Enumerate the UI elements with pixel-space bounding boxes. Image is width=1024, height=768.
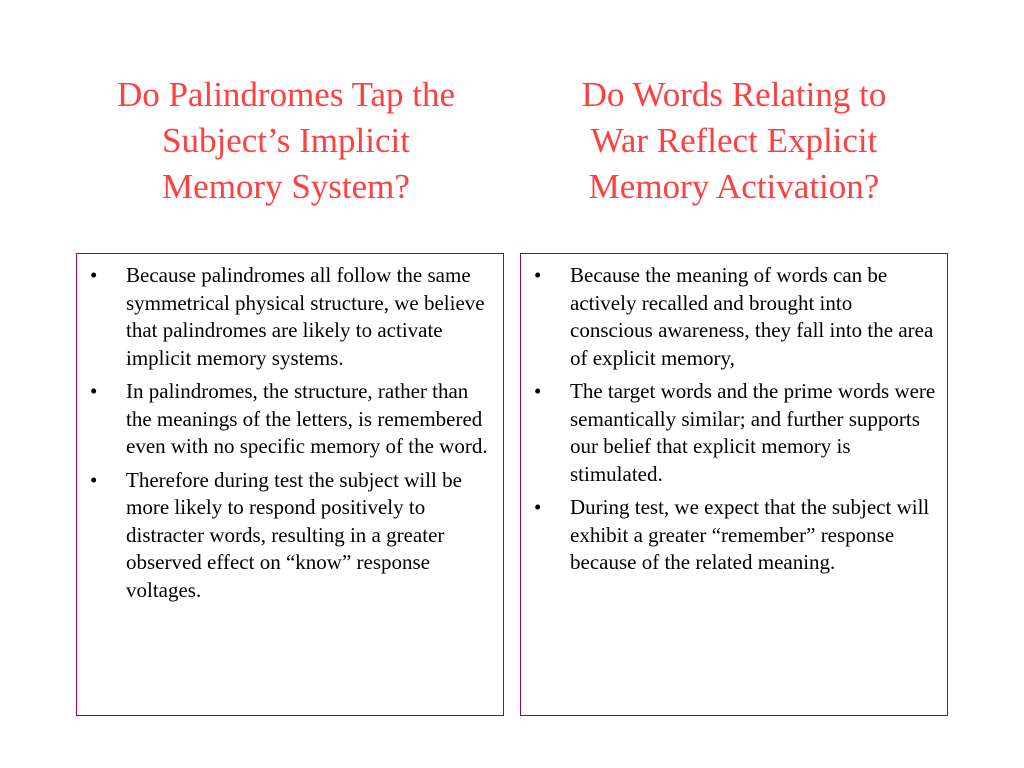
bullet-text: Because the meaning of words can be actively recalled and brought into conscious awareness, they fall into the area of explicit memory, [570,263,934,370]
bullet-text: Because palindromes all follow the same symmetrical physical structure, we believe that palindromes are likely to activate implicit memory systems. [126,263,485,370]
right-bullet-list [521,254,947,577]
bullet-text: The target words and the prime words were semantically similar; and further supports our belief that explicit memory is stimulated. [570,379,936,486]
right-text-box [520,253,948,716]
list-item [77,262,493,372]
bullet-icon: • [90,467,98,492]
left-text-box [76,253,504,716]
bullet-icon: • [90,379,98,403]
right-column-title: Do Words Relating to War Reflect Explicit Memory Activation? [581,75,887,206]
list-item [521,262,937,372]
list-item [521,378,937,488]
bullet-text: Therefore during test the subject will be more likely to respond positively to distracter words, resulting in a greater observed effect on “know” response voltages. [126,467,462,602]
left-bullet-list [77,254,503,604]
bullet-icon: • [534,495,542,519]
bullet-icon: • [90,263,98,287]
bullet-text: During test, we expect that the subject will exhibit a greater “remember” response because of the related meaning. [570,495,930,574]
bullet-icon: • [534,379,542,403]
list-item [77,467,493,605]
list-item [77,378,493,461]
left-column-title: Do Palindromes Tap the Subject’s Implicit Memory System? [116,75,456,206]
list-item [521,494,937,577]
bullet-text: In palindromes, the structure, rather than the meanings of the letters, is remembered even with no specific memory of the word. [126,379,488,458]
bullet-icon: • [534,263,542,287]
